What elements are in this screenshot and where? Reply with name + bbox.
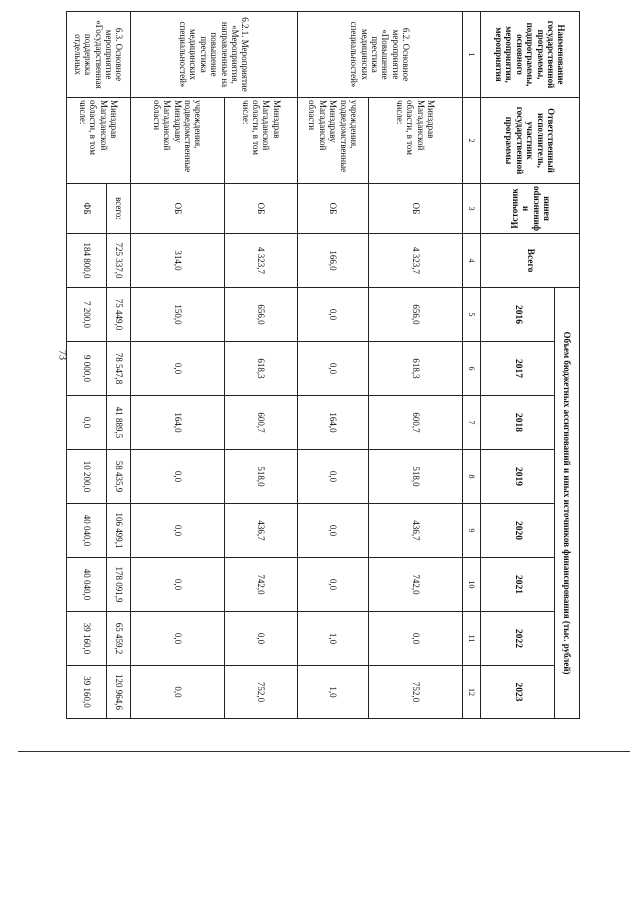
value-cell: 0,0: [67, 396, 107, 450]
column-number: 12: [463, 666, 481, 719]
column-number: 2: [463, 98, 481, 184]
total-cell: 4 323,7: [369, 234, 463, 288]
value-cell: 0,0: [298, 342, 369, 396]
value-cell: 39 160,0: [67, 612, 107, 666]
value-cell: 9 000,0: [67, 342, 107, 396]
value-cell: 600,7: [369, 396, 463, 450]
executor-cell: Минздрав Магаданской области, в том числе:: [67, 98, 131, 184]
column-number: 5: [463, 288, 481, 342]
header-year: 2016: [481, 288, 555, 342]
value-cell: 656,0: [369, 288, 463, 342]
value-cell: 752,0: [369, 666, 463, 719]
value-cell: 0,0: [131, 342, 225, 396]
header-source: Источники финансирования: [509, 186, 551, 231]
header-total: Всего: [481, 234, 580, 288]
executor-cell: Минздрав Магаданской области, в том числе:: [225, 98, 298, 184]
value-cell: 164,0: [298, 396, 369, 450]
header-source-cell: [481, 184, 580, 234]
value-cell: 0,0: [131, 450, 225, 504]
header-year: 2017: [481, 342, 555, 396]
header-year: 2021: [481, 558, 555, 612]
value-cell: 742,0: [369, 558, 463, 612]
column-number: 6: [463, 342, 481, 396]
column-number: 11: [463, 612, 481, 666]
value-cell: 120 964,6: [107, 666, 131, 719]
table-row: [107, 12, 131, 719]
value-cell: 65 459,2: [107, 612, 131, 666]
value-cell: 75 449,0: [107, 288, 131, 342]
value-cell: 0,0: [131, 558, 225, 612]
total-cell: 4 323,7: [225, 234, 298, 288]
value-cell: 7 200,0: [67, 288, 107, 342]
source-cell: ОБ: [298, 184, 369, 234]
column-number: 10: [463, 558, 481, 612]
value-cell: 0,0: [225, 612, 298, 666]
value-cell: 39 160,0: [67, 666, 107, 719]
total-cell: 184 800,0: [67, 234, 107, 288]
source-cell: ФБ: [67, 184, 107, 234]
value-cell: 518,0: [225, 450, 298, 504]
table-row: [369, 12, 463, 719]
page-divider-line: [18, 751, 630, 752]
table-wrapper: [70, 11, 580, 718]
activity-name: 6.2. Основное мероприятие «Повышение престижа медицинских специальностей»: [298, 12, 463, 98]
page-number: 73: [56, 350, 68, 360]
header-year: 2019: [481, 450, 555, 504]
value-cell: 106 499,1: [107, 504, 131, 558]
table-row: [225, 12, 298, 719]
executor-cell: Минздрав Магаданской области, в том числе:: [369, 98, 463, 184]
value-cell: 40 040,0: [67, 504, 107, 558]
value-cell: 178 091,9: [107, 558, 131, 612]
header-executor: Ответственный исполнитель, участник государственной программы: [481, 98, 580, 184]
value-cell: 600,7: [225, 396, 298, 450]
activity-name: 6.2.1. Мероприятие «Мероприятия, направленные на повышение престижа медицинских специальностей»: [131, 12, 298, 98]
total-cell: 314,0: [131, 234, 225, 288]
value-cell: 0,0: [131, 666, 225, 719]
value-cell: 0,0: [131, 612, 225, 666]
column-number: 3: [463, 184, 481, 234]
value-cell: 41 889,5: [107, 396, 131, 450]
value-cell: 0,0: [131, 504, 225, 558]
value-cell: 0,0: [298, 450, 369, 504]
column-number: 4: [463, 234, 481, 288]
table-row: [298, 12, 369, 719]
table-row: [131, 12, 225, 719]
value-cell: 618,3: [225, 342, 298, 396]
value-cell: 0,0: [298, 288, 369, 342]
value-cell: 618,3: [369, 342, 463, 396]
header-name: Наименование государственной программы, подпрограммы, основного мероприятия, мероприятия: [481, 12, 580, 98]
value-cell: 752,0: [225, 666, 298, 719]
value-cell: 436,7: [369, 504, 463, 558]
value-cell: 0,0: [369, 612, 463, 666]
value-cell: 656,0: [225, 288, 298, 342]
value-cell: 436,7: [225, 504, 298, 558]
value-cell: 58 435,9: [107, 450, 131, 504]
value-cell: 150,0: [131, 288, 225, 342]
column-number: 8: [463, 450, 481, 504]
header-year: 2020: [481, 504, 555, 558]
value-cell: 1,0: [298, 666, 369, 719]
column-number: 9: [463, 504, 481, 558]
budget-table: [66, 11, 580, 719]
source-cell: ОБ: [131, 184, 225, 234]
source-cell: всего:: [107, 184, 131, 234]
total-cell: 166,0: [298, 234, 369, 288]
header-year: 2018: [481, 396, 555, 450]
executor-cell: учреждения, подведомственные Минздраву Магаданской области: [131, 98, 225, 184]
value-cell: 742,0: [225, 558, 298, 612]
value-cell: 164,0: [131, 396, 225, 450]
header-row-top: [555, 12, 580, 719]
value-cell: 10 200,0: [67, 450, 107, 504]
header-year: 2022: [481, 612, 555, 666]
total-cell: 725 337,0: [107, 234, 131, 288]
value-cell: 40 040,0: [67, 558, 107, 612]
value-cell: 518,0: [369, 450, 463, 504]
header-year: 2023: [481, 666, 555, 719]
rotated-sheet: [70, 11, 580, 718]
source-cell: ОБ: [225, 184, 298, 234]
executor-cell: учреждения, подведомственные Минздраву Магаданской области: [298, 98, 369, 184]
column-number: 1: [463, 12, 481, 98]
value-cell: 0,0: [298, 558, 369, 612]
column-numbers-row: [463, 12, 481, 719]
column-number: 7: [463, 396, 481, 450]
value-cell: 1,0: [298, 612, 369, 666]
source-cell: ОБ: [369, 184, 463, 234]
value-cell: 78 547,8: [107, 342, 131, 396]
activity-name: 6.3. Основное мероприятие «Государственная поддержка отдельных: [67, 12, 131, 98]
value-cell: 0,0: [298, 504, 369, 558]
header-volume: Объем бюджетных ассигнований и иных источников финансирования (тыс. рублей): [555, 288, 580, 719]
